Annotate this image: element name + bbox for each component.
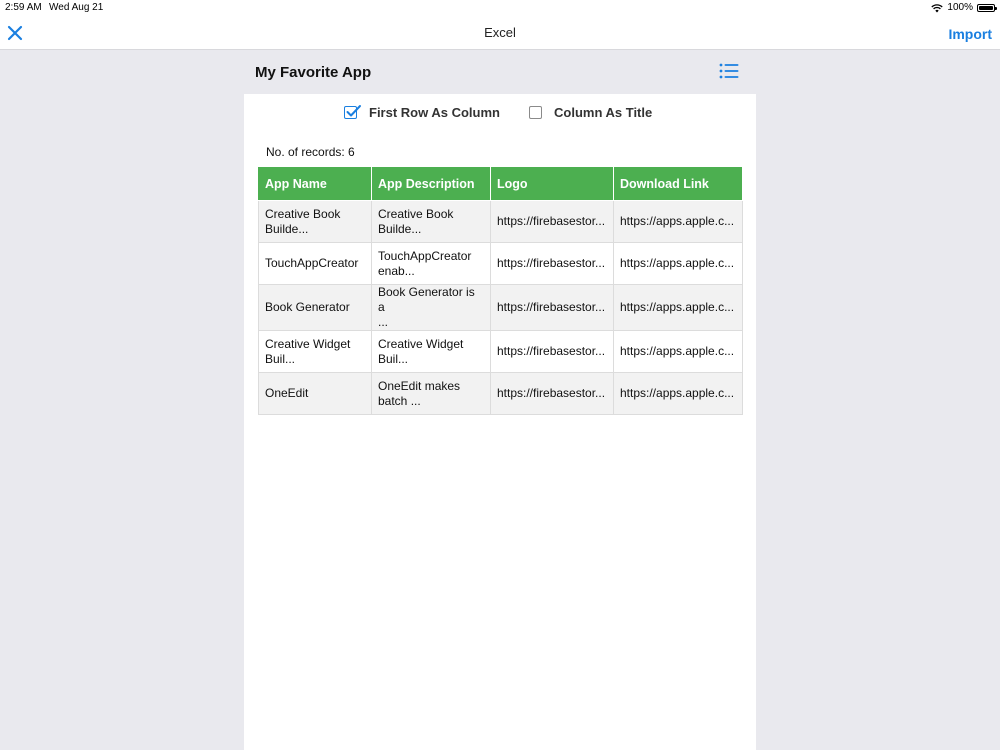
- table-header-row: [259, 167, 743, 201]
- nav-title: Excel: [484, 25, 516, 40]
- battery-icon: [977, 4, 995, 12]
- first-row-as-column-option[interactable]: [344, 105, 500, 120]
- table-row[interactable]: [259, 373, 743, 415]
- list-icon[interactable]: [719, 63, 739, 79]
- table-cell[interactable]: OneEdit: [259, 373, 372, 415]
- column-header: Logo: [491, 167, 614, 201]
- panel-header: [244, 50, 756, 94]
- first-row-as-column-label: First Row As Column: [369, 105, 500, 120]
- page-title: My Favorite App: [255, 64, 372, 81]
- table-cell[interactable]: Creative Widget Buil...: [372, 331, 491, 373]
- table-cell[interactable]: Book Generator is a ...: [372, 285, 491, 331]
- table-cell[interactable]: Book Generator: [259, 285, 372, 331]
- table-row[interactable]: [259, 243, 743, 285]
- table-cell[interactable]: TouchAppCreator enab...: [372, 243, 491, 285]
- nav-bar: [0, 16, 1000, 50]
- options-row: [244, 105, 756, 125]
- table-row[interactable]: [259, 201, 743, 243]
- column-header: App Name: [259, 167, 372, 201]
- column-as-title-option[interactable]: [529, 105, 652, 120]
- status-indicators: [931, 0, 995, 16]
- status-time: 2:59 AM: [5, 2, 42, 13]
- table-cell[interactable]: https://apps.apple.c...: [614, 373, 743, 415]
- records-count: No. of records: 6: [266, 145, 355, 159]
- table-cell[interactable]: https://apps.apple.c...: [614, 243, 743, 285]
- checkmark-icon: [345, 103, 362, 120]
- table-row[interactable]: [259, 285, 743, 331]
- table-cell[interactable]: https://apps.apple.c...: [614, 201, 743, 243]
- table-cell[interactable]: https://firebasestor...: [491, 373, 614, 415]
- column-as-title-label: Column As Title: [554, 105, 653, 120]
- table-cell[interactable]: https://apps.apple.c...: [614, 285, 743, 331]
- table-row[interactable]: [259, 331, 743, 373]
- first-row-as-column-checkbox[interactable]: [344, 106, 357, 119]
- status-bar: [0, 0, 1000, 16]
- column-header: App Description: [372, 167, 491, 201]
- table-cell[interactable]: TouchAppCreator: [259, 243, 372, 285]
- wifi-icon: [931, 4, 943, 13]
- table-cell[interactable]: https://firebasestor...: [491, 285, 614, 331]
- column-as-title-checkbox[interactable]: [529, 106, 542, 119]
- table-cell[interactable]: https://firebasestor...: [491, 201, 614, 243]
- table-cell[interactable]: https://firebasestor...: [491, 243, 614, 285]
- data-table: [258, 166, 743, 415]
- table-cell[interactable]: Creative Widget Buil...: [259, 331, 372, 373]
- table-cell[interactable]: https://firebasestor...: [491, 331, 614, 373]
- table-cell[interactable]: https://apps.apple.c...: [614, 331, 743, 373]
- battery-percent: 100%: [947, 2, 973, 13]
- table-cell[interactable]: OneEdit makes batch ...: [372, 373, 491, 415]
- column-header: Download Link: [614, 167, 743, 201]
- content-panel: [244, 94, 756, 750]
- table-cell[interactable]: Creative Book Builde...: [259, 201, 372, 243]
- import-button[interactable]: Import: [948, 26, 992, 42]
- status-date: Wed Aug 21: [49, 2, 104, 13]
- table-cell[interactable]: Creative Book Builde...: [372, 201, 491, 243]
